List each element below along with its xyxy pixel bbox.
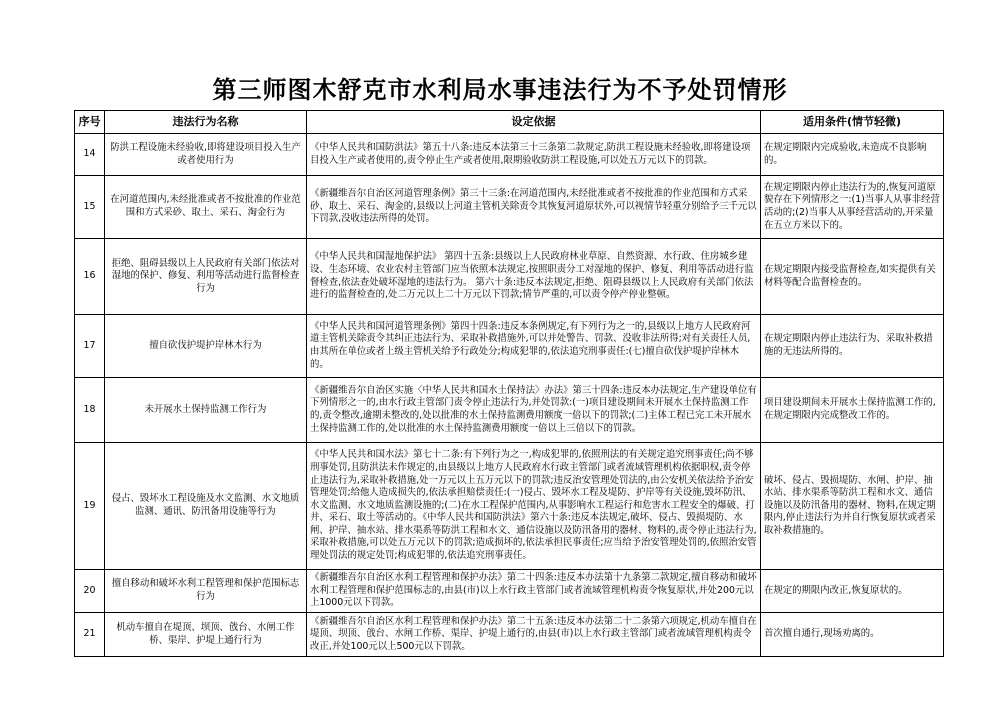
table-row [75, 315, 944, 378]
legal-basis: 《新疆维吾尔自治区水利工程管理和保护办法》第二十四条:违反本办法第十九条第二款规定,擅自移动和破坏水利工程管理和保护范围标志的,由县(市)以上水行政主管部门或者流域管理机构责令恢复原状,并处200元以上1000元以下罚款。 [307, 570, 761, 613]
table-row [75, 134, 944, 176]
violation-name: 在河道范围内,未经批准或者不按批准的作业范围和方式采砂、取土、采石、淘金行为 [105, 176, 307, 239]
header-number: 序号 [75, 111, 105, 134]
violation-name: 机动车擅自在堤顶、坝顶、戗台、水闸工作桥、渠岸、护堤上通行行为 [105, 613, 307, 657]
applicable-condition: 在规定期限内完成验收,未造成不良影响的。 [761, 134, 944, 176]
violation-name: 未开展水土保持监测工作行为 [105, 378, 307, 443]
row-number: 18 [75, 378, 105, 443]
table-row [75, 570, 944, 613]
table-row [75, 239, 944, 315]
table-row [75, 176, 944, 239]
row-number: 19 [75, 443, 105, 570]
row-number: 14 [75, 134, 105, 176]
applicable-condition: 在规定的期限内改正,恢复原状的。 [761, 570, 944, 613]
table-row [75, 443, 944, 570]
applicable-condition: 破坏、侵占、毁损堤防、水闸、护岸、抽水站、排水渠系等防洪工程和水文、通信设施以及防汛备用的器材、物料,在规定期限内,停止违法行为并自行恢复原状或者采取补救措施的。 [761, 443, 944, 570]
row-number: 15 [75, 176, 105, 239]
violation-name: 拒绝、阻碍县级以上人民政府有关部门依法对湿地的保护、修复、利用等活动进行监督检查行为 [105, 239, 307, 315]
legal-basis: 《新疆维吾尔自治区水利工程管理和保护办法》第二十五条:违反本办法第二十二条第六项规定,机动车擅自在堤顶、坝顶、戗台、水闸工作桥、渠岸、护堤上通行的,由县(市)以上水行政主管部门或者流域管理机构责令改正,并处100元以上500元以下罚款。 [307, 613, 761, 657]
violation-name: 侵占、毁坏水工程设施及水文监测、水文地质监测、通讯、防汛备用设施等行为 [105, 443, 307, 570]
row-number: 17 [75, 315, 105, 378]
table-row [75, 378, 944, 443]
legal-basis: 《中华人民共和国湿地保护法》 第四十五条:县级以上人民政府林业草原、自然资源、水行政、住房城乡建设、生态环境、农业农村主管部门应当依照本法规定,按照职责分工对湿地的保护、修复、利用等活动进行监督检查,依法查处破坏湿地的违法行为。 第六十条:违反本法规定,拒绝、阻碍县级以上人民政府有关部门依法进行的监督检查的,处二万元以上二十万元以下罚款;情节严重的,可以责令停产停业整顿。 [307, 239, 761, 315]
applicable-condition: 在规定期限内接受监督检查,如实提供有关材料等配合监督检查的。 [761, 239, 944, 315]
applicable-condition: 项目建设期间未开展水土保持监测工作的,在规定期限内完成整改工作的。 [761, 378, 944, 443]
table-header-row [75, 111, 944, 134]
legal-basis: 《中华人民共和国河道管理条例》第四十四条:违反本条例规定,有下列行为之一的,县级以上地方人民政府河道主管机关除责令其纠正违法行为、采取补救措施外,可以并处警告、罚款、没收非法所得;对有关责任人员,由其所在单位或者上级主管机关给予行政处分;构成犯罪的,依法追究刑事责任:(七)擅自砍伐护堤护岸林木的。 [307, 315, 761, 378]
header-violation-name: 违法行为名称 [105, 111, 307, 134]
violation-name: 擅自砍伐护堤护岸林木行为 [105, 315, 307, 378]
legal-basis: 《新疆维吾尔自治区河道管理条例》第三十三条:在河道范围内,未经批准或者不按批准的作业范围和方式采砂、取土、采石、淘金的,县级以上河道主管机关除责令其恢复河道原状外,可以视情节轻重分别给予三千元以下罚款,没收违法所得的处罚。 [307, 176, 761, 239]
applicable-condition: 在规定期限内停止违法行为、采取补救措施的无违法所得的。 [761, 315, 944, 378]
table-row [75, 613, 944, 657]
header-legal-basis: 设定依据 [307, 111, 761, 134]
legal-basis: 《中华人民共和国防洪法》第五十八条:违反本法第三十三条第二款规定,防洪工程设施未经验收,即将建设项目投入生产或者使用的,责令停止生产或者使用,限期验收防洪工程设施,可以处五万元以下的罚款。 [307, 134, 761, 176]
applicable-condition: 在规定期限内停止违法行为的,恢复河道原貌存在下列情形之一:(1)当事人从事非经营活动的;(2)当事人从事经营活动的,开采量在五立方米以下的。 [761, 176, 944, 239]
violation-name: 防洪工程设施未经验收,即将建设项目投入生产或者使用行为 [105, 134, 307, 176]
row-number: 20 [75, 570, 105, 613]
page-title: 第三师图木舒克市水利局水事违法行为不予处罚情形 [212, 75, 788, 104]
row-number: 21 [75, 613, 105, 657]
row-number: 16 [75, 239, 105, 315]
violation-name: 擅自移动和破坏水利工程管理和保护范围标志行为 [105, 570, 307, 613]
header-applicable-condition: 适用条件(情节轻微) [761, 111, 944, 134]
legal-basis: 《中华人民共和国水法》第七十二条:有下列行为之一,构成犯罪的,依照刑法的有关规定追究刑事责任;尚不够刑事处罚,且防洪法未作规定的,由县级以上地方人民政府水行政主管部门或者流域管理机构依据职权,责令停止违法行为,采取补救措施,处一万元以上五万元以下的罚款;违反治安管理处罚法的,由公安机关依法给予治安管理处罚;给他人造成损失的,依法承担赔偿责任:(一)侵占、毁坏水工程及堤防、护岸等有关设施,毁坏防汛、水文监测、水文地质监测设施的;(二)在水工程保护范围内,从事影响水工程运行和危害水工程安全的爆破、打井、采石、取土等活动的。《中华人民共和国防洪法》第六十条:违反本法规定,破坏、侵占、毁损堤防、水闸、护岸、抽水站、排水渠系等防洪工程和水文、通信设施以及防汛备用的器材、物料的,责令停止违法行为,采取补救措施,可以处五万元以下的罚款;造成损坏的,依法承担民事责任;应当给予治安管理处罚的,依照治安管理处罚法的规定处罚;构成犯罪的,依法追究刑事责任。 [307, 443, 761, 570]
applicable-condition: 首次擅自通行,现场劝离的。 [761, 613, 944, 657]
penalty-exemption-table [74, 110, 944, 657]
legal-basis: 《新疆维吾尔自治区实施〈中华人民共和国水土保持法〉办法》第三十四条:违反本办法规定,生产建设单位有下列情形之一的,由水行政主管部门责令停止违法行为,并处罚款:(一)项目建设期间未开展水土保持监测工作的,责令整改,逾期未整改的,处以批准的水土保持监测费用额度一倍以下的罚款;(二)主体工程已完工未开展水土保持监测工作的,处以批准的水土保持监测费用额度一倍以上三倍以下的罚款。 [307, 378, 761, 443]
